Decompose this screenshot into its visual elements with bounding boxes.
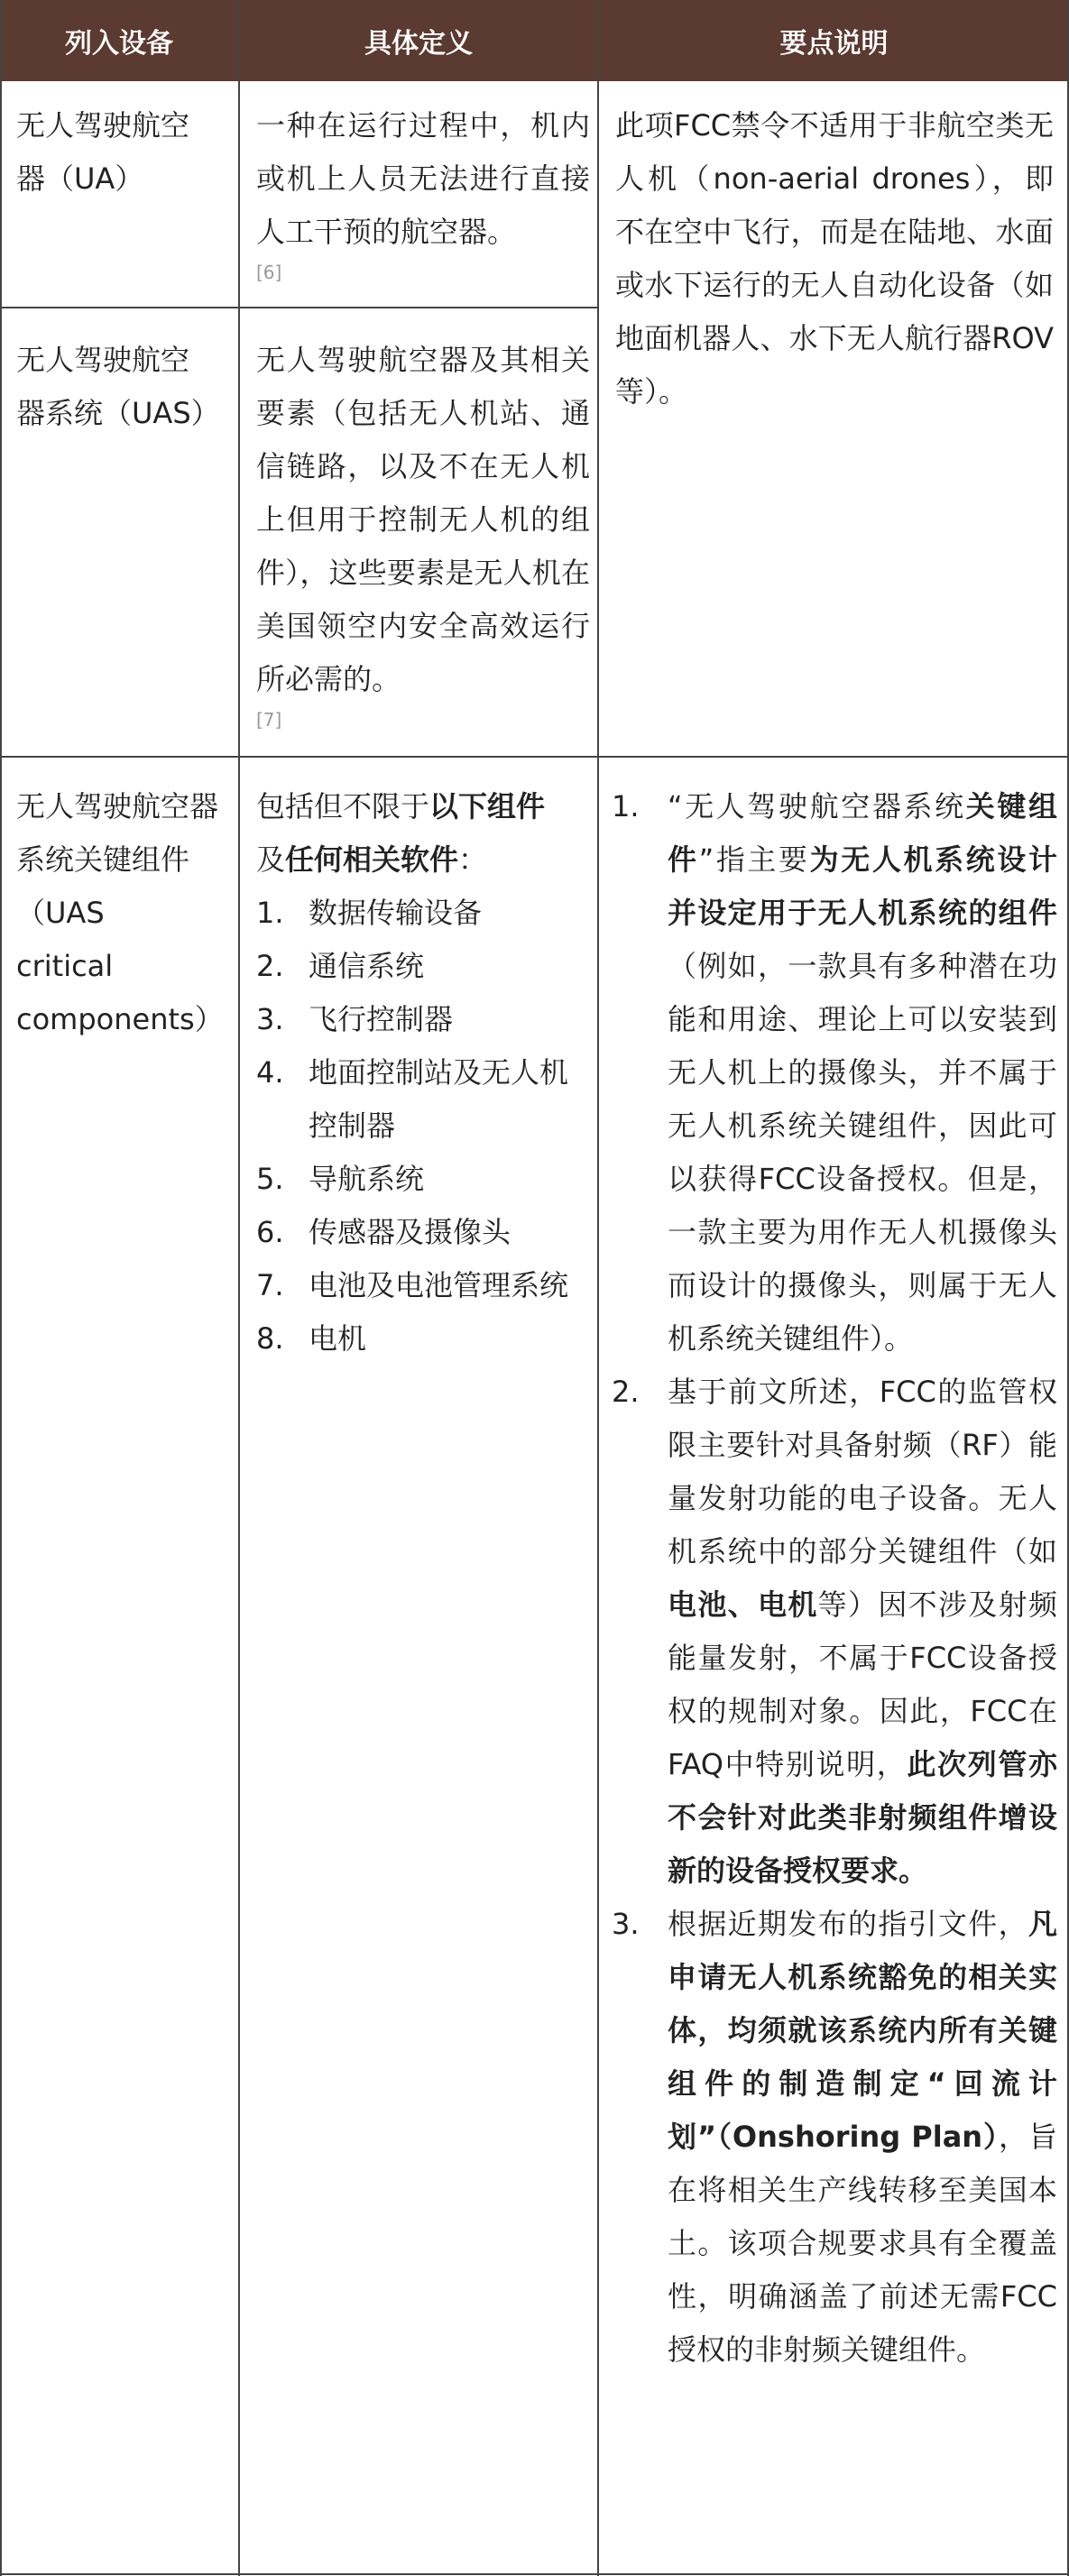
list-item [256, 993, 590, 1046]
device-name [16, 780, 233, 1046]
note-bold: 此次列管亦不会针对此类非射频组件增设新的设备授权要求。 [668, 1747, 1057, 1888]
list-item [256, 1046, 590, 1153]
note-bold: 电池、电机 [668, 1587, 818, 1622]
device-name: 无人驾驶航空器（UA） [16, 108, 190, 196]
list-item [256, 1259, 590, 1312]
note-text: （例如，一款具有多种潜在功能和用途、理论上可以安装到无人机上的摄像头，并不属于无人机系统关键组件，因此可以获得FCC设备授权。但是，一款主要为用作无人机摄像头而设计的摄像头，则属于无人机系统关键组件）。 [668, 949, 1057, 1356]
note-text: 基于前文所述，FCC的监管权限主要针对具备射频（RF）能量发射功能的电子设备。无人机系统中的部分关键组件（如 [668, 1375, 1057, 1569]
list-number: 4. [256, 1055, 284, 1090]
list-number: 7. [256, 1268, 284, 1302]
note-text: 根据近期发布的指引文件， [668, 1907, 1028, 1941]
note-item [612, 780, 1057, 1366]
grid-line [597, 0, 599, 2576]
list-number: 3. [612, 1907, 640, 1941]
note-text: 此项FCC禁令不适用于非航空类无人机（non-aerial drones），即不在空中飞行，而是在陆地、水面或水下运行的无人自动化设备（如地面机器人、水下无人航行器ROV等）。 [615, 108, 1054, 409]
list-text: 传感器及摄像头 [309, 1215, 511, 1249]
note-bold: 关键组件 [668, 789, 1057, 877]
list-text: 电池及电池管理系统 [309, 1268, 569, 1302]
list-number: 1. [256, 896, 284, 930]
grid-line [0, 0, 2, 2576]
list-number: 2. [256, 949, 284, 983]
list-item [256, 940, 590, 993]
citation-ref: [7] [256, 709, 282, 731]
cell-ua-uas-note [615, 99, 1054, 419]
grid-line [0, 2573, 1069, 2575]
list-text: 地面控制站及无人机控制器 [309, 1055, 569, 1143]
cell-uas-device [16, 334, 220, 440]
grid-line [0, 307, 599, 308]
list-item [256, 1312, 590, 1366]
cell-uas-definition [256, 334, 590, 733]
list-number: 3. [256, 1002, 284, 1036]
list-text: 导航系统 [309, 1162, 425, 1196]
grid-line [238, 0, 240, 2576]
list-number: 1. [612, 789, 640, 823]
header-col-notes [599, 0, 1069, 81]
intro-text: 及 [256, 842, 286, 877]
device-name: 无人驾驶航空器系统（UAS） [16, 343, 220, 430]
definition-intro [256, 780, 590, 887]
header-col-device [0, 0, 238, 81]
intro-bold: 以下组件 [429, 789, 546, 823]
intro-text: 包括但不限于 [256, 789, 430, 823]
list-item [256, 887, 590, 940]
header-label: 具体定义 [364, 28, 473, 60]
list-item [256, 1206, 590, 1259]
grid-line [0, 756, 1069, 758]
list-number: 5. [256, 1162, 284, 1196]
cell-critical-definition [256, 780, 590, 1366]
header-label: 列入设备 [65, 28, 173, 60]
list-text: 通信系统 [309, 949, 425, 983]
note-text: 等）因不涉及射频能量发射，不属于FCC设备授权的规制对象。因此，FCC在FAQ中特别说明， [668, 1587, 1057, 1781]
note-text: “无人驾驶航空器系统 [668, 789, 966, 823]
intro-text: ： [458, 842, 488, 877]
cell-ua-device [16, 99, 215, 206]
notes-list [612, 780, 1057, 2377]
cell-critical-notes [612, 780, 1057, 2377]
list-text: 电机 [309, 1321, 367, 1356]
note-bold: 凡申请无人机系统豁免的相关实体，均须就该系统内所有关键组件的制造制定“回流计划”（Onshoring Plan） [668, 1907, 1057, 2154]
list-text: 数据传输设备 [309, 896, 483, 930]
header-label: 要点说明 [779, 28, 889, 60]
note-item [612, 1366, 1057, 1898]
list-number: 2. [612, 1375, 640, 1409]
cell-ua-definition [256, 99, 590, 286]
cell-critical-device [16, 780, 233, 1046]
device-name-part: 无人驾驶航空器系统关键组件（UAS [16, 789, 219, 930]
component-list [256, 887, 590, 1366]
header-col-definition [240, 0, 597, 81]
definition-text: 一种在运行过程中，机内或机上人员无法进行直接人工干预的航空器。 [256, 108, 590, 249]
note-text: ”指主要 [698, 842, 810, 877]
list-number: 8. [256, 1321, 284, 1356]
list-item [256, 1153, 590, 1206]
list-number: 6. [256, 1215, 284, 1249]
list-text: 飞行控制器 [309, 1002, 454, 1036]
device-name-part: components） [16, 1002, 224, 1036]
note-text: ，旨在将相关生产线转移至美国本土。该项合规要求具有全覆盖性，明确涵盖了前述无需FCC授权的非射频关键组件。 [668, 2120, 1057, 2367]
note-bold: 为无人机系统设计并设定用于无人机系统的组件 [668, 842, 1057, 930]
device-name-part: critical [16, 949, 114, 983]
citation-ref: [6] [256, 262, 282, 283]
definition-text: 无人驾驶航空器及其相关要素（包括无人机站、通信链路，以及不在无人机上但用于控制无人机的组件），这些要素是无人机在美国领空内安全高效运行所必需的。 [256, 343, 590, 696]
intro-bold: 任何相关软件 [285, 842, 459, 877]
note-item [612, 1898, 1057, 2377]
